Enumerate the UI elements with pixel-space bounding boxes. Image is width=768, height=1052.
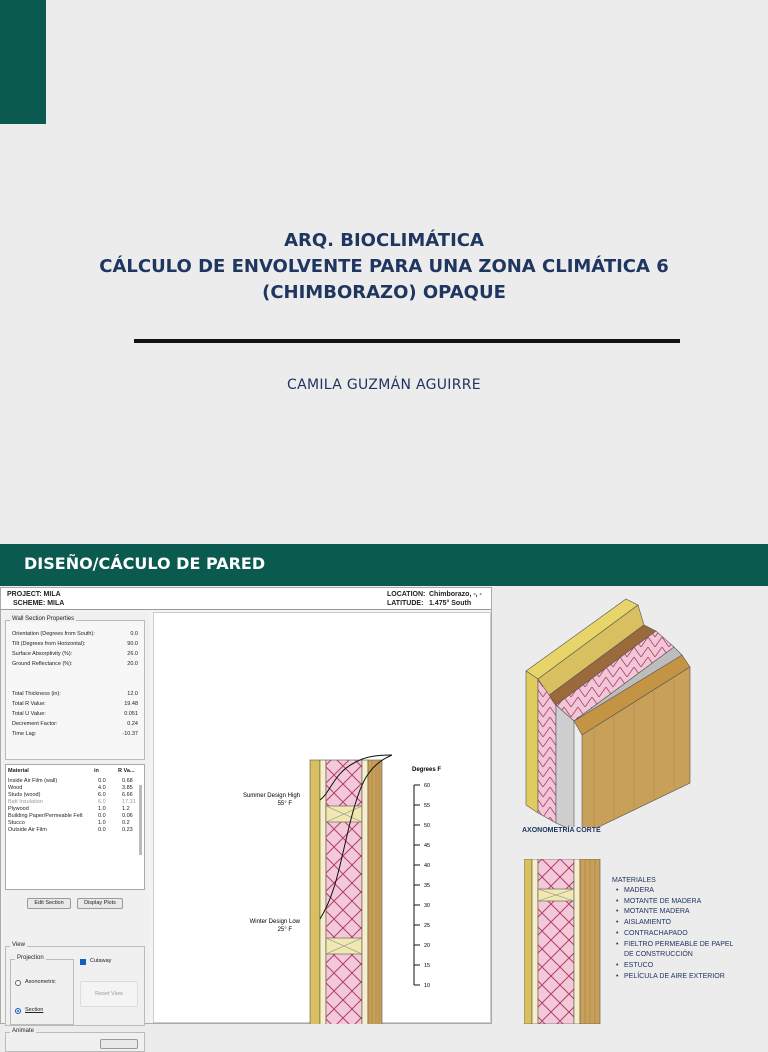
- table-row[interactable]: Outside Air Film 0.0 0.23: [8, 827, 133, 833]
- axis-tick-label: 40: [424, 863, 431, 869]
- title-line-1: ARQ. BIOCLIMÁTICA: [284, 230, 484, 251]
- wall-section-plot: [153, 612, 491, 1023]
- winter-value: 25° F: [277, 927, 292, 933]
- table-row[interactable]: Batt Insulation 6.0 17.31: [8, 799, 136, 805]
- table-row[interactable]: Inside Air Film (wall) 0.0 0.68: [8, 778, 133, 784]
- outside-wood-layer: [368, 760, 382, 1024]
- axis-tick-label: 25: [424, 923, 431, 929]
- axis-tick-label: 35: [424, 883, 431, 889]
- project-label: PROJECT: MILA: [7, 591, 61, 598]
- cutaway-label: Cutaway: [90, 958, 112, 964]
- table-row[interactable]: Plywood 1.0 1.2: [8, 806, 130, 812]
- view-title: View: [12, 942, 25, 948]
- title-divider: [134, 339, 680, 343]
- axis-tick-label: 10: [424, 983, 431, 989]
- cutaway-checkbox[interactable]: [80, 959, 86, 965]
- title-line-3: (CHIMBORAZO) OPAQUE: [262, 282, 506, 303]
- list-item: • MOTANTE MADERA: [612, 907, 762, 918]
- list-item: • AISLAMIENTO: [612, 918, 762, 929]
- property-row: Tilt (Degrees from Horizontal): 90.0: [12, 641, 138, 647]
- axonometric-radio[interactable]: [15, 980, 21, 986]
- wall-section-diagram: [154, 613, 492, 1024]
- display-plots-button[interactable]: Display Plots: [77, 898, 123, 909]
- degrees-label: Degrees F: [412, 767, 442, 773]
- accent-block: [0, 0, 46, 124]
- summer-label: Summer Design High: [242, 793, 300, 799]
- axonometric-panel: [494, 587, 768, 1024]
- slide-title: [40, 228, 728, 306]
- materials-title: MATERIALES: [612, 877, 656, 884]
- plywood-layer: [362, 760, 368, 1024]
- axis-tick-label: 20: [424, 943, 431, 949]
- list-item: • ESTUCO: [612, 961, 762, 972]
- list-item: • PELÍCULA DE AIRE EXTERIOR: [612, 972, 762, 983]
- property-row: Orientation (Degrees from South): 0.0: [12, 631, 138, 637]
- wall-axonometric-illustration: [494, 587, 768, 827]
- list-item: • MADERA: [612, 886, 762, 897]
- summer-value: 55° F: [277, 801, 292, 807]
- axonometric-option-label: Axonometric: [25, 979, 56, 985]
- property-row: Ground Reflectance (%): 20.0: [12, 661, 138, 667]
- table-row[interactable]: Studs (wood) 6.0 6.66: [8, 792, 133, 798]
- animate-group: [5, 1028, 145, 1052]
- axonometric-label: AXONOMETRÍA CORTE: [522, 827, 601, 834]
- table-row[interactable]: Stucco 1.0 0.2: [8, 820, 130, 826]
- table-header: Material in R Va...: [8, 768, 135, 774]
- materials-legend: [612, 877, 762, 982]
- axis-tick-label: 45: [424, 843, 431, 849]
- list-item: • CONTRACHAPADO: [612, 929, 762, 940]
- total-row: Total U Value: 0.051: [12, 711, 138, 717]
- list-item: • MOTANTE DE MADERA: [612, 897, 762, 908]
- materials-table[interactable]: [5, 764, 145, 890]
- axis-tick-label: 55: [424, 803, 431, 809]
- total-row: Decrement Factor: 0.24: [12, 721, 138, 727]
- inside-wood-layer: [310, 760, 320, 1024]
- reset-view-button[interactable]: Reset View: [80, 981, 138, 1007]
- winter-label: Winter Design Low: [249, 919, 300, 925]
- list-item: • FIELTRO PERMEABLE DE PAPEL: [612, 940, 762, 951]
- wall-section-thumbnail: [524, 859, 604, 1024]
- axis-ticks: [414, 783, 430, 989]
- total-row: Time Lag: -10.37: [12, 731, 138, 737]
- wall-section-properties: [5, 616, 145, 760]
- section-banner: [0, 544, 768, 586]
- scheme-label: SCHEME: MILA: [13, 600, 65, 607]
- total-row: Total R Value: 19.48: [12, 701, 138, 707]
- location-value: Chimborazo, -, -: [429, 591, 482, 598]
- property-row: Surface Absorptivity (%): 26.0: [12, 651, 138, 657]
- section-option-label: Section: [25, 1007, 44, 1013]
- latitude-label: LATITUDE:: [387, 600, 424, 607]
- table-row[interactable]: Building Paper/Permeable Felt 0.0 0.06: [8, 813, 133, 819]
- axis-tick-label: 60: [424, 783, 431, 789]
- banner-title: DISEÑO/CÁCULO DE PARED: [24, 554, 266, 573]
- edit-section-button[interactable]: Edit Section: [27, 898, 71, 909]
- projection-group: [10, 955, 74, 1025]
- animate-button[interactable]: [100, 1039, 138, 1049]
- axis-tick-label: 30: [424, 903, 431, 909]
- author-name: CAMILA GUZMÁN AGUIRRE: [287, 377, 481, 393]
- axis-tick-label: 50: [424, 823, 431, 829]
- left-panel: [3, 612, 149, 1034]
- total-row: Total Thickness (in): 12.0: [12, 691, 138, 697]
- table-scrollbar[interactable]: [139, 785, 142, 855]
- location-label: LOCATION:: [387, 591, 426, 598]
- table-row[interactable]: Wood 4.0 3.85: [8, 785, 133, 791]
- latitude-value: 1.475° South: [429, 600, 472, 607]
- title-line-2: CÁLCULO DE ENVOLVENTE PARA UNA ZONA CLIMÁTICA 6: [99, 256, 669, 277]
- axis-tick-label: 15: [424, 963, 431, 969]
- section-radio[interactable]: [15, 1008, 21, 1014]
- project-header: [1, 588, 491, 610]
- list-item-continuation: DE CONSTRUCCIÓN: [624, 951, 693, 959]
- animate-title: Animate: [12, 1028, 35, 1034]
- wall-section-title: Wall Section Properties: [12, 616, 75, 622]
- view-group: [5, 942, 145, 1026]
- projection-title: Projection: [17, 955, 44, 961]
- climate-consultant-window: [0, 587, 492, 1034]
- wall-design-slide: [0, 544, 768, 1034]
